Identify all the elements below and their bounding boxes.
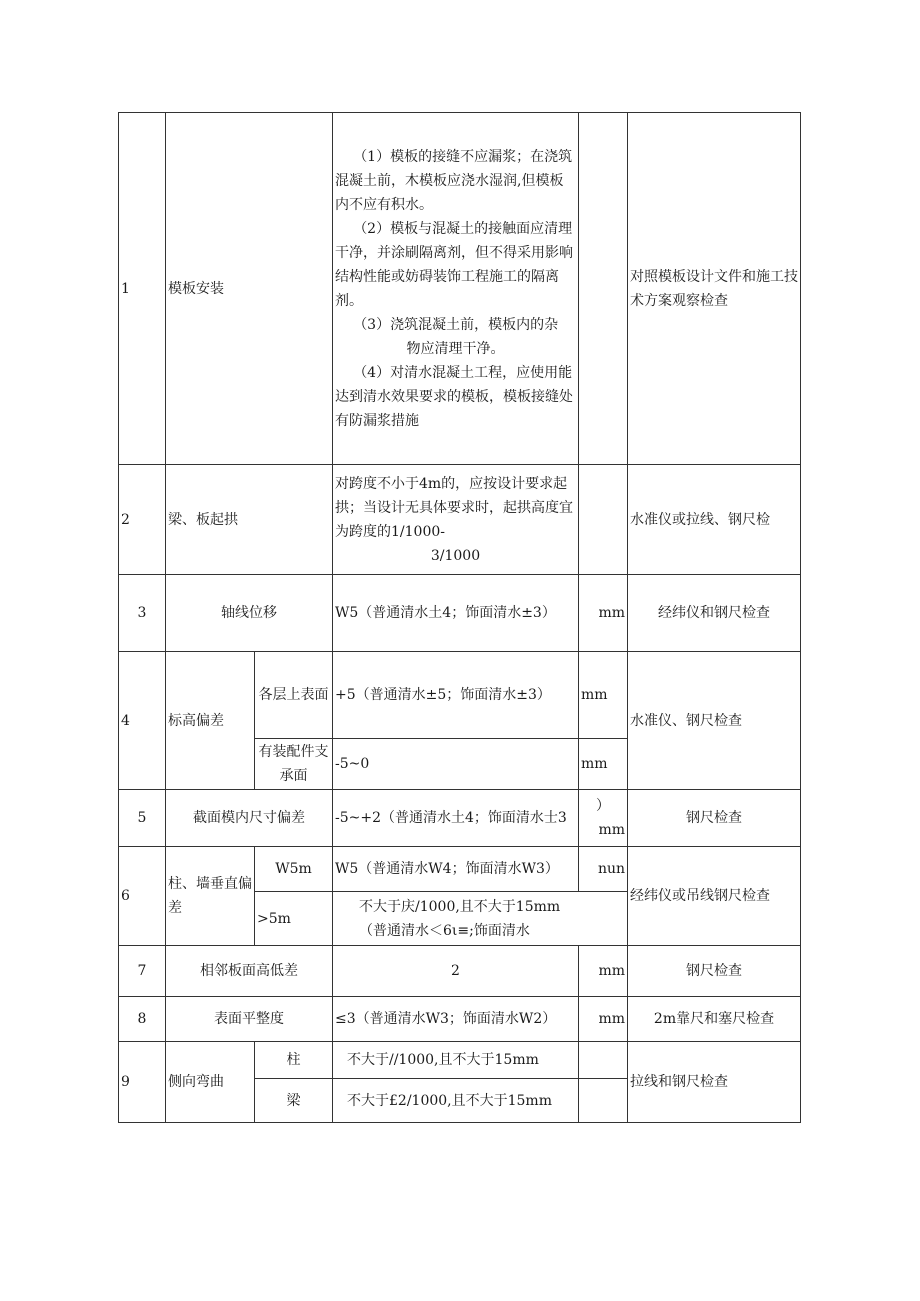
table-row — [119, 113, 801, 465]
requirement: W5（普通清水W4；饰面清水W3） — [333, 847, 579, 892]
requirement — [333, 113, 579, 465]
unit — [579, 1042, 628, 1079]
row-number: 1 — [119, 113, 166, 465]
requirement — [333, 892, 628, 946]
unit: mm — [579, 739, 628, 790]
requirement-paragraph: 物应清理干净。 — [406, 340, 505, 357]
row-number: 2 — [119, 465, 166, 575]
inspection-method: 钢尺检查 — [628, 790, 801, 847]
sub-item: 梁 — [255, 1079, 333, 1123]
sub-item: 有装配件支承面 — [255, 739, 333, 790]
inspection-method: 经纬仪或吊线钢尺检查 — [628, 847, 801, 946]
unit — [579, 465, 628, 575]
inspection-method: 水准仪或拉线、钢尺检 — [628, 465, 801, 575]
item-name: 标高偏差 — [166, 652, 255, 790]
unit — [579, 1079, 628, 1123]
requirement: -5~+2（普通清水土4；饰面清水士3 — [333, 790, 579, 847]
requirement-paragraph: （3）浇筑混凝土前，模板内的杂 — [353, 316, 559, 333]
unit: mm — [579, 575, 628, 652]
sub-item: W5m — [255, 847, 333, 892]
sub-item: 各层上表面 — [255, 652, 333, 739]
item-name: 相邻板面高低差 — [166, 946, 333, 997]
unit-line: ） — [596, 798, 610, 814]
requirement: -5~0 — [333, 739, 579, 790]
table-row — [119, 1042, 801, 1079]
unit — [579, 790, 628, 847]
table-row — [119, 575, 801, 652]
requirement-paragraph: 对跨度不小于4m的，应按设计要求起拱；当设计无具体要求时，起拱高度宜为跨度的1/1000- — [335, 475, 573, 540]
row-number: 7 — [119, 946, 166, 997]
table-row — [119, 790, 801, 847]
inspection-method: 经纬仪和钢尺检查 — [628, 575, 801, 652]
inspection-method: 水准仪、钢尺检查 — [628, 652, 801, 790]
unit: mm — [579, 997, 628, 1042]
requirement: 不大于£2/1000,且不大于15mm — [333, 1079, 579, 1123]
inspection-method: 对照模板设计文件和施工技术方案观察检查 — [628, 113, 801, 465]
requirement-paragraph: 3/1000 — [430, 547, 481, 564]
table-row — [119, 997, 801, 1042]
row-number: 5 — [119, 790, 166, 847]
requirement — [333, 465, 579, 575]
requirement-paragraph: 不大于庆/1000,且不大于15mm — [359, 898, 561, 915]
table-row — [119, 652, 801, 739]
requirement-paragraph: （2）模板与混凝土的接触面应清理干净，并涂刷隔离剂，但不得采用影响结构性能或妨碍装饰工程施工的隔离剂。 — [335, 220, 573, 309]
row-number: 3 — [119, 575, 166, 652]
requirement-paragraph: （4）对清水混凝土工程，应使用能达到清水效果要求的模板，模板接缝处有防漏浆措施 — [335, 364, 573, 429]
item-name: 模板安装 — [166, 113, 333, 465]
requirement-paragraph: （1）模板的接缝不应漏浆；在浇筑混凝土前，木模板应浇水湿润,但模板内不应有积水。 — [335, 148, 573, 213]
item-name: 轴线位移 — [166, 575, 333, 652]
row-number: 6 — [119, 847, 166, 946]
sub-item: 柱 — [255, 1042, 333, 1079]
row-number: 9 — [119, 1042, 166, 1123]
sub-item: >5m — [255, 892, 333, 946]
unit: nun — [579, 847, 628, 892]
formwork-inspection-table — [118, 112, 801, 1123]
inspection-method: 钢尺检查 — [628, 946, 801, 997]
table-row — [119, 946, 801, 997]
unit: mm — [579, 946, 628, 997]
unit-line: mm — [598, 822, 625, 838]
requirement-paragraph: （普通清水＜6ι≡;饰面清水 — [359, 922, 530, 939]
row-number: 4 — [119, 652, 166, 790]
inspection-method: 拉线和钢尺检查 — [628, 1042, 801, 1123]
requirement: W5（普通清水土4；饰面清水±3） — [333, 575, 579, 652]
requirement: +5（普通清水±5；饰面清水±3） — [333, 652, 579, 739]
requirement: 2 — [333, 946, 579, 997]
item-name: 截面模内尺寸偏差 — [166, 790, 333, 847]
requirement: 不大于//1000,且不大于15mm — [333, 1042, 579, 1079]
table-row — [119, 847, 801, 892]
item-name: 梁、板起拱 — [166, 465, 333, 575]
item-name: 柱、墙垂直偏差 — [166, 847, 255, 946]
unit — [579, 113, 628, 465]
inspection-method: 2m靠尺和塞尺检查 — [628, 997, 801, 1042]
item-name: 侧向弯曲 — [166, 1042, 255, 1123]
row-number: 8 — [119, 997, 166, 1042]
item-name: 表面平整度 — [166, 997, 333, 1042]
table-row — [119, 465, 801, 575]
unit: mm — [579, 652, 628, 739]
requirement: ≤3（普通清水W3；饰面清水W2） — [333, 997, 579, 1042]
